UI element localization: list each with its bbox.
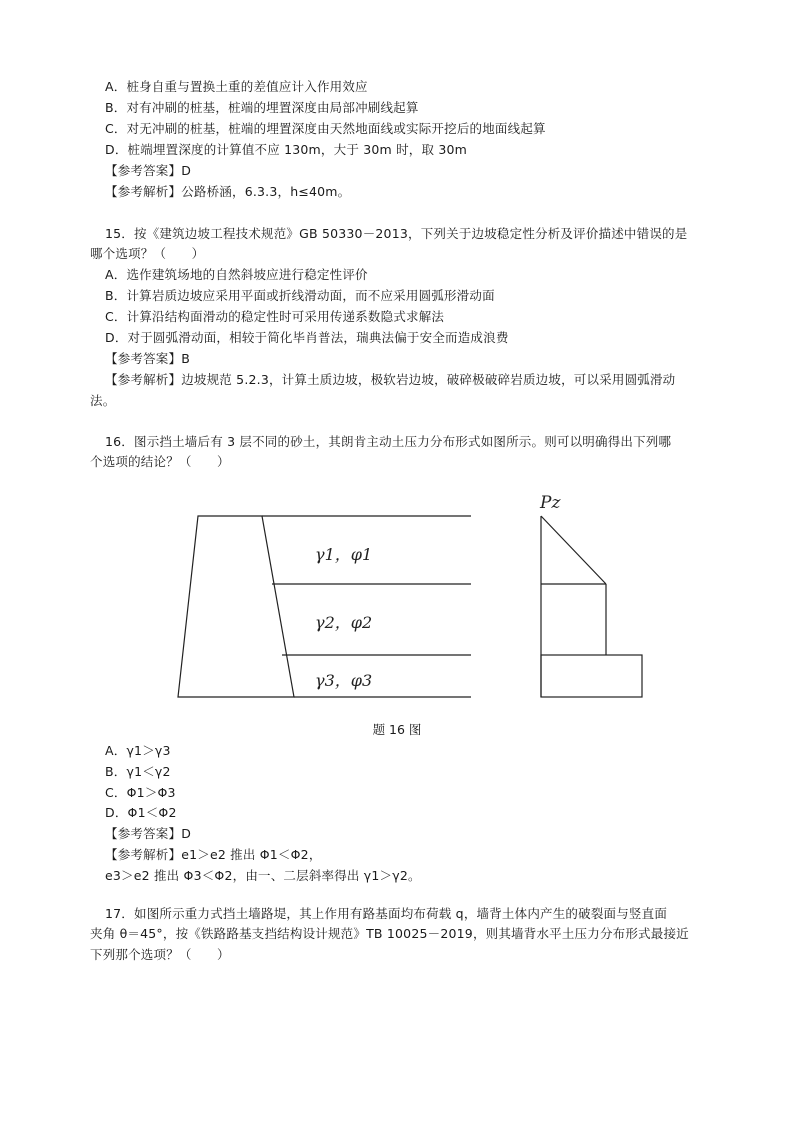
q15-stem-line1: 15．按《建筑边坡工程技术规范》GB 50330－2013，下列关于边坡稳定性分析及评价描述中错误的是 <box>105 226 688 241</box>
q17-stem-line1: 17．如图所示重力式挡土墙路堤，其上作用有路基面均布荷载 q，墙背土体内产生的破裂面与竖直面 <box>105 906 668 921</box>
q15-option-c: C．计算沿结构面滑动的稳定性时可采用传递系数隐式求解法 <box>105 309 445 324</box>
q15-stem-line2: 哪个选项？（ ） <box>90 246 205 261</box>
q15-option-b: B．计算岩质边坡应采用平面或折线滑动面，而不应采用圆弧形滑动面 <box>105 288 495 303</box>
q17-stem-line3: 下列那个选项？（ ） <box>90 947 230 962</box>
layer2-label: γ2，φ2 <box>315 613 373 632</box>
q17-stem-line2: 夹角 θ＝45°，按《铁路路基支挡结构设计规范》TB 10025－2019，则其墙背水平土压力分布形式最接近 <box>90 926 689 941</box>
layer3-label: γ3，φ3 <box>315 671 373 690</box>
q14-answer: 【参考答案】D <box>105 163 192 178</box>
q16-option-d: D．Φ1＜Φ2 <box>105 805 177 820</box>
q16-stem-line2: 个选项的结论？（ ） <box>90 454 230 469</box>
q14-option-b: B．对有冲刷的桩基，桩端的埋置深度由局部冲刷线起算 <box>105 100 419 115</box>
q16-answer: 【参考答案】D <box>105 826 192 841</box>
pressure-layer1-slope <box>541 516 606 584</box>
retaining-wall-shape <box>178 516 294 697</box>
q14-option-d: D．桩端埋置深度的计算值不应 130m，大于 30m 时，取 30m <box>105 142 468 157</box>
layer1-label: γ1，φ1 <box>315 545 373 564</box>
q14-option-c: C．对无冲刷的桩基，桩端的埋置深度由天然地面线或实际开挖后的地面线起算 <box>105 121 546 136</box>
q16-figure-caption: 题 16 图 <box>372 722 422 737</box>
q16-option-c: C．Φ1＞Φ3 <box>105 785 176 800</box>
q16-analysis-line2: e3＞e2 推出 Φ3＜Φ2，由一、二层斜率得出 γ1＞γ2。 <box>105 868 421 883</box>
q16-option-b: B．γ1＜γ2 <box>105 764 171 779</box>
pressure-layer3-block <box>541 655 642 697</box>
q15-analysis-line1: 【参考解析】边坡规范 5.2.3，计算土质边坡，极软岩边坡，破碎极破碎岩质边坡，可以采用圆弧滑动 <box>105 372 676 387</box>
q15-analysis-line2: 法。 <box>90 393 116 408</box>
q15-option-d: D．对于圆弧滑动面，相较于简化毕肖普法，瑞典法偏于安全而造成浪费 <box>105 330 509 345</box>
q16-option-a: A．γ1＞γ3 <box>105 743 171 758</box>
q15-option-a: A．选作建筑场地的自然斜坡应进行稳定性评价 <box>105 267 368 282</box>
q16-analysis-line1: 【参考解析】e1＞e2 推出 Φ1＜Φ2， <box>105 847 322 862</box>
pressure-label: Pz <box>540 493 561 513</box>
q16-stem-line1: 16．图示挡土墙后有 3 层不同的砂土，其朗肯主动土压力分布形式如图所示。则可以明确得出下列哪 <box>105 434 672 449</box>
q14-option-a: A．桩身自重与置换土重的差值应计入作用效应 <box>105 79 368 94</box>
q14-analysis: 【参考解析】公路桥涵，6.3.3，h≤40m。 <box>105 184 351 199</box>
q15-answer: 【参考答案】B <box>105 351 190 366</box>
